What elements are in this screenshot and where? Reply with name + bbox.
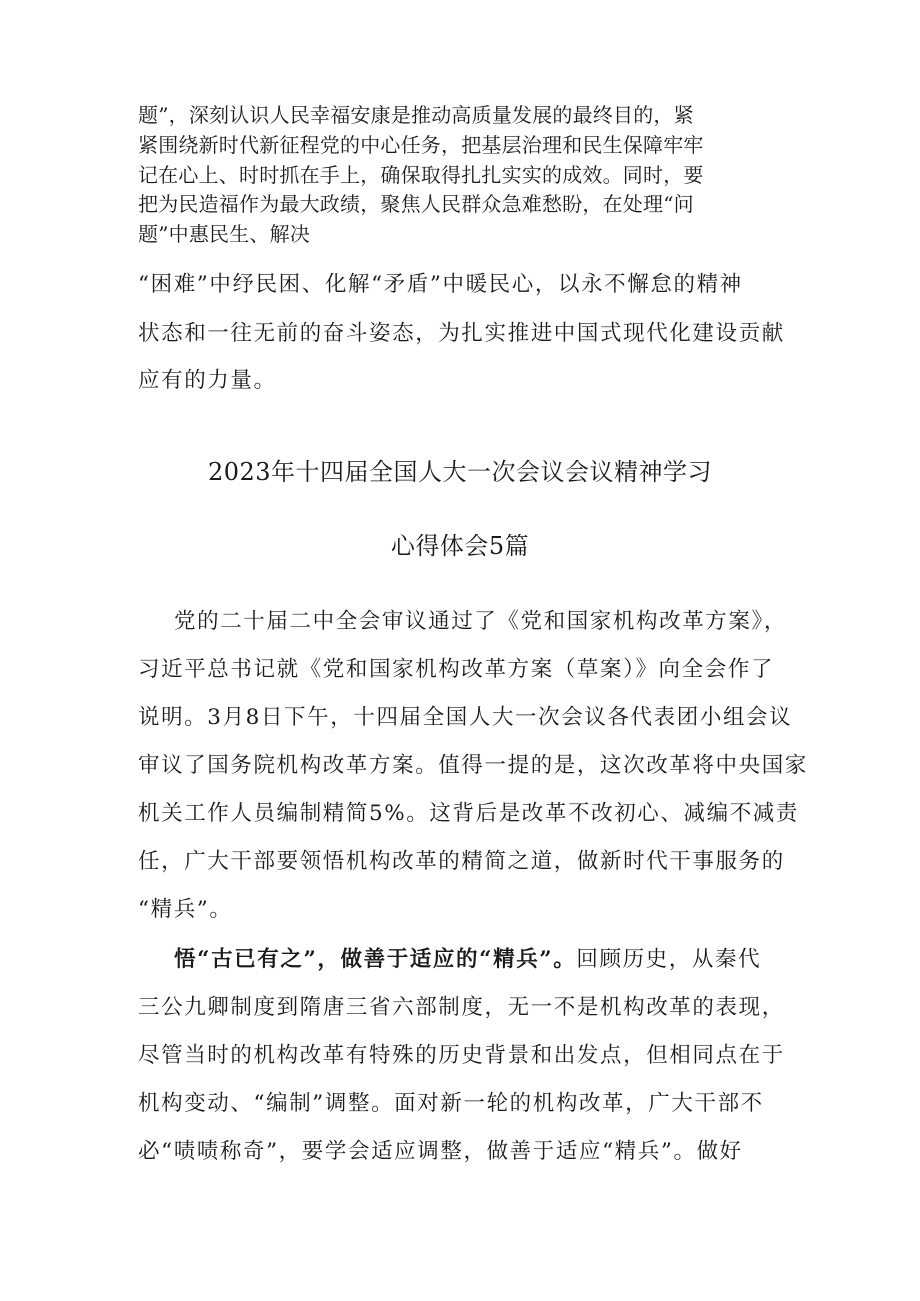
fragment-line: 记在心上、时时抓在手上，确保取得扎扎实实的成效。同时，要 xyxy=(138,163,704,187)
intro-line: 党的二十届二中全会审议通过了《党和国家机构改革方案》， xyxy=(174,609,787,634)
intro-line: “精兵”。 xyxy=(138,897,233,922)
intro-line: 任，广大干部要领悟机构改革的精简之道，做新时代干事服务的 xyxy=(138,849,785,874)
closing-line: 应有的力量。 xyxy=(138,368,277,393)
intro-line: 机关工作人员编制精简5%。这背后是改革不改初心、减编不减责 xyxy=(138,801,800,826)
section-heading: 悟“古已有之”，做善于适应的“精兵”。 xyxy=(174,947,577,972)
section-heading-continuation: 回顾历史，从秦代 xyxy=(576,947,762,972)
fragment-line: 题”中惠民生、解决 xyxy=(138,222,311,246)
fragment-line: 题”，深刻认识人民幸福安康是推动高质量发展的最终目的，紧 xyxy=(138,103,694,127)
closing-line: “困难”中纾民困、化解“矛盾”中暖民心，以永不懈怠的精神 xyxy=(138,272,743,297)
section-first-line xyxy=(138,936,798,984)
fragment-line: 把为民造福作为最大政绩，聚焦人民群众急难愁盼，在处理“问 xyxy=(138,192,694,216)
document-subtitle: 心得体会5篇 xyxy=(390,532,530,560)
section-line: 机构变动、“编制”调整。面对新一轮的机构改革，广大干部不 xyxy=(138,1091,764,1116)
closing-line: 状态和一往无前的奋斗姿态，为扎实推进中国式现代化建设贡献 xyxy=(138,321,785,346)
intro-line: 说明。3月8日下午，十四届全国人大一次会议各代表团小组会议 xyxy=(138,705,793,730)
intro-line: 审议了国务院机构改革方案。值得一提的是，这次改革将中央国家 xyxy=(138,753,808,778)
section-line: 必“啧啧称奇”，要学会适应调整，做善于适应“精兵”。做好 xyxy=(138,1139,743,1164)
fragment-line: 紧围绕新时代新征程党的中心任务，把基层治理和民生保障牢牢 xyxy=(138,133,704,157)
intro-line: 习近平总书记就《党和国家机构改革方案（草案）》向全会作了 xyxy=(138,657,775,682)
section-line: 尽管当时的机构改革有特殊的历史背景和出发点，但相同点在于 xyxy=(138,1043,785,1068)
section-line: 三公九卿制度到隋唐三省六部制度，无一不是机构改革的表现， xyxy=(138,995,785,1020)
document-title: 2023年十四届全国人大一次会议会议精神学习 xyxy=(207,458,713,486)
